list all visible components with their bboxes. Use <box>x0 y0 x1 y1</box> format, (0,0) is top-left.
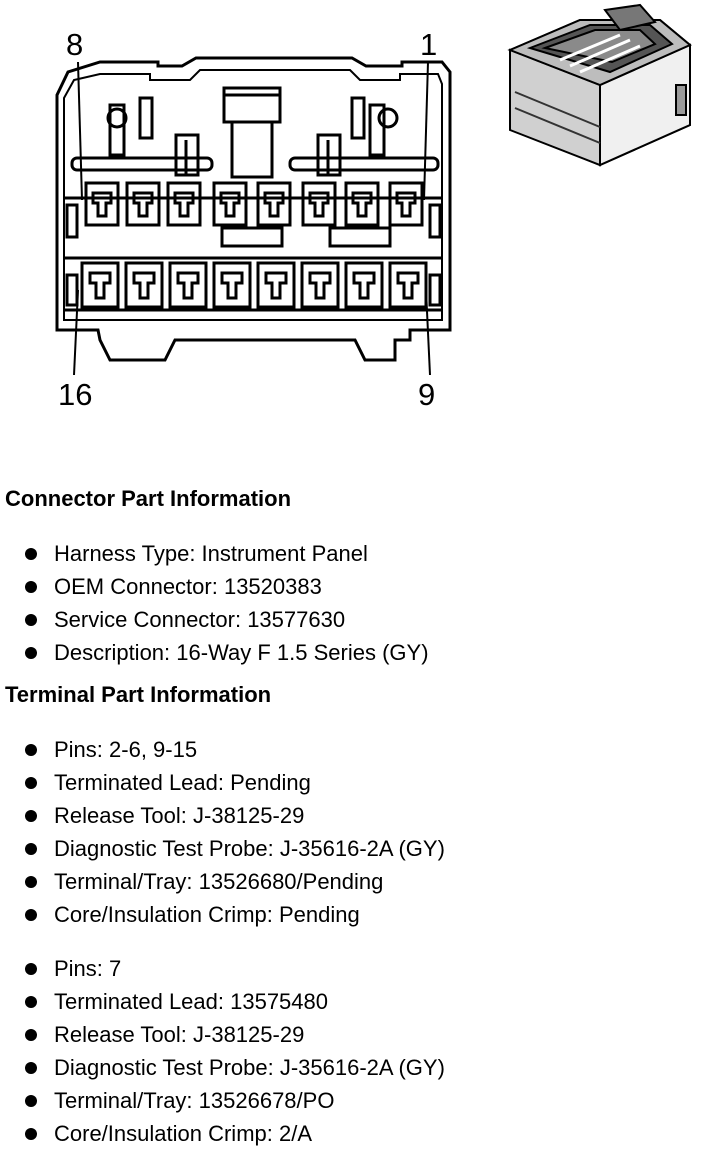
pin-label-9: 9 <box>418 377 436 412</box>
list-item: Pins: 7 <box>0 952 445 985</box>
list-item: Service Connector: 13577630 <box>0 603 429 636</box>
list-item: Release Tool: J-38125-29 <box>0 1018 445 1051</box>
connector-part-information-list <box>0 537 429 669</box>
list-item: Harness Type: Instrument Panel <box>0 537 429 570</box>
terminal-part-information-title: Terminal Part Information <box>5 682 272 707</box>
list-item: Diagnostic Test Probe: J-35616-2A (GY) <box>0 1051 445 1084</box>
pin-label-8: 8 <box>66 27 84 62</box>
list-item: Core/Insulation Crimp: Pending <box>0 898 445 931</box>
list-item: Core/Insulation Crimp: 2/A <box>0 1117 445 1150</box>
list-item: Terminal/Tray: 13526678/PO <box>0 1084 445 1117</box>
list-item: Release Tool: J-38125-29 <box>0 799 445 832</box>
list-item: Terminated Lead: 13575480 <box>0 985 445 1018</box>
list-item: Pins: 2-6, 9-15 <box>0 733 445 766</box>
connector-part-information-title: Connector Part Information <box>5 486 292 511</box>
list-item: Terminated Lead: Pending <box>0 766 445 799</box>
list-item: Diagnostic Test Probe: J-35616-2A (GY) <box>0 832 445 865</box>
terminal-part-information-list-1 <box>0 733 445 931</box>
pin-label-16: 16 <box>58 377 93 412</box>
list-item: Description: 16-Way F 1.5 Series (GY) <box>0 636 429 669</box>
list-item: OEM Connector: 13520383 <box>0 570 429 603</box>
connector-diagram <box>0 0 704 460</box>
connector-isometric-image <box>510 5 690 165</box>
list-item: Terminal/Tray: 13526680/Pending <box>0 865 445 898</box>
terminal-part-information-list-2 <box>0 952 445 1150</box>
pin-label-1: 1 <box>420 27 438 62</box>
connector-face-view <box>57 58 450 375</box>
